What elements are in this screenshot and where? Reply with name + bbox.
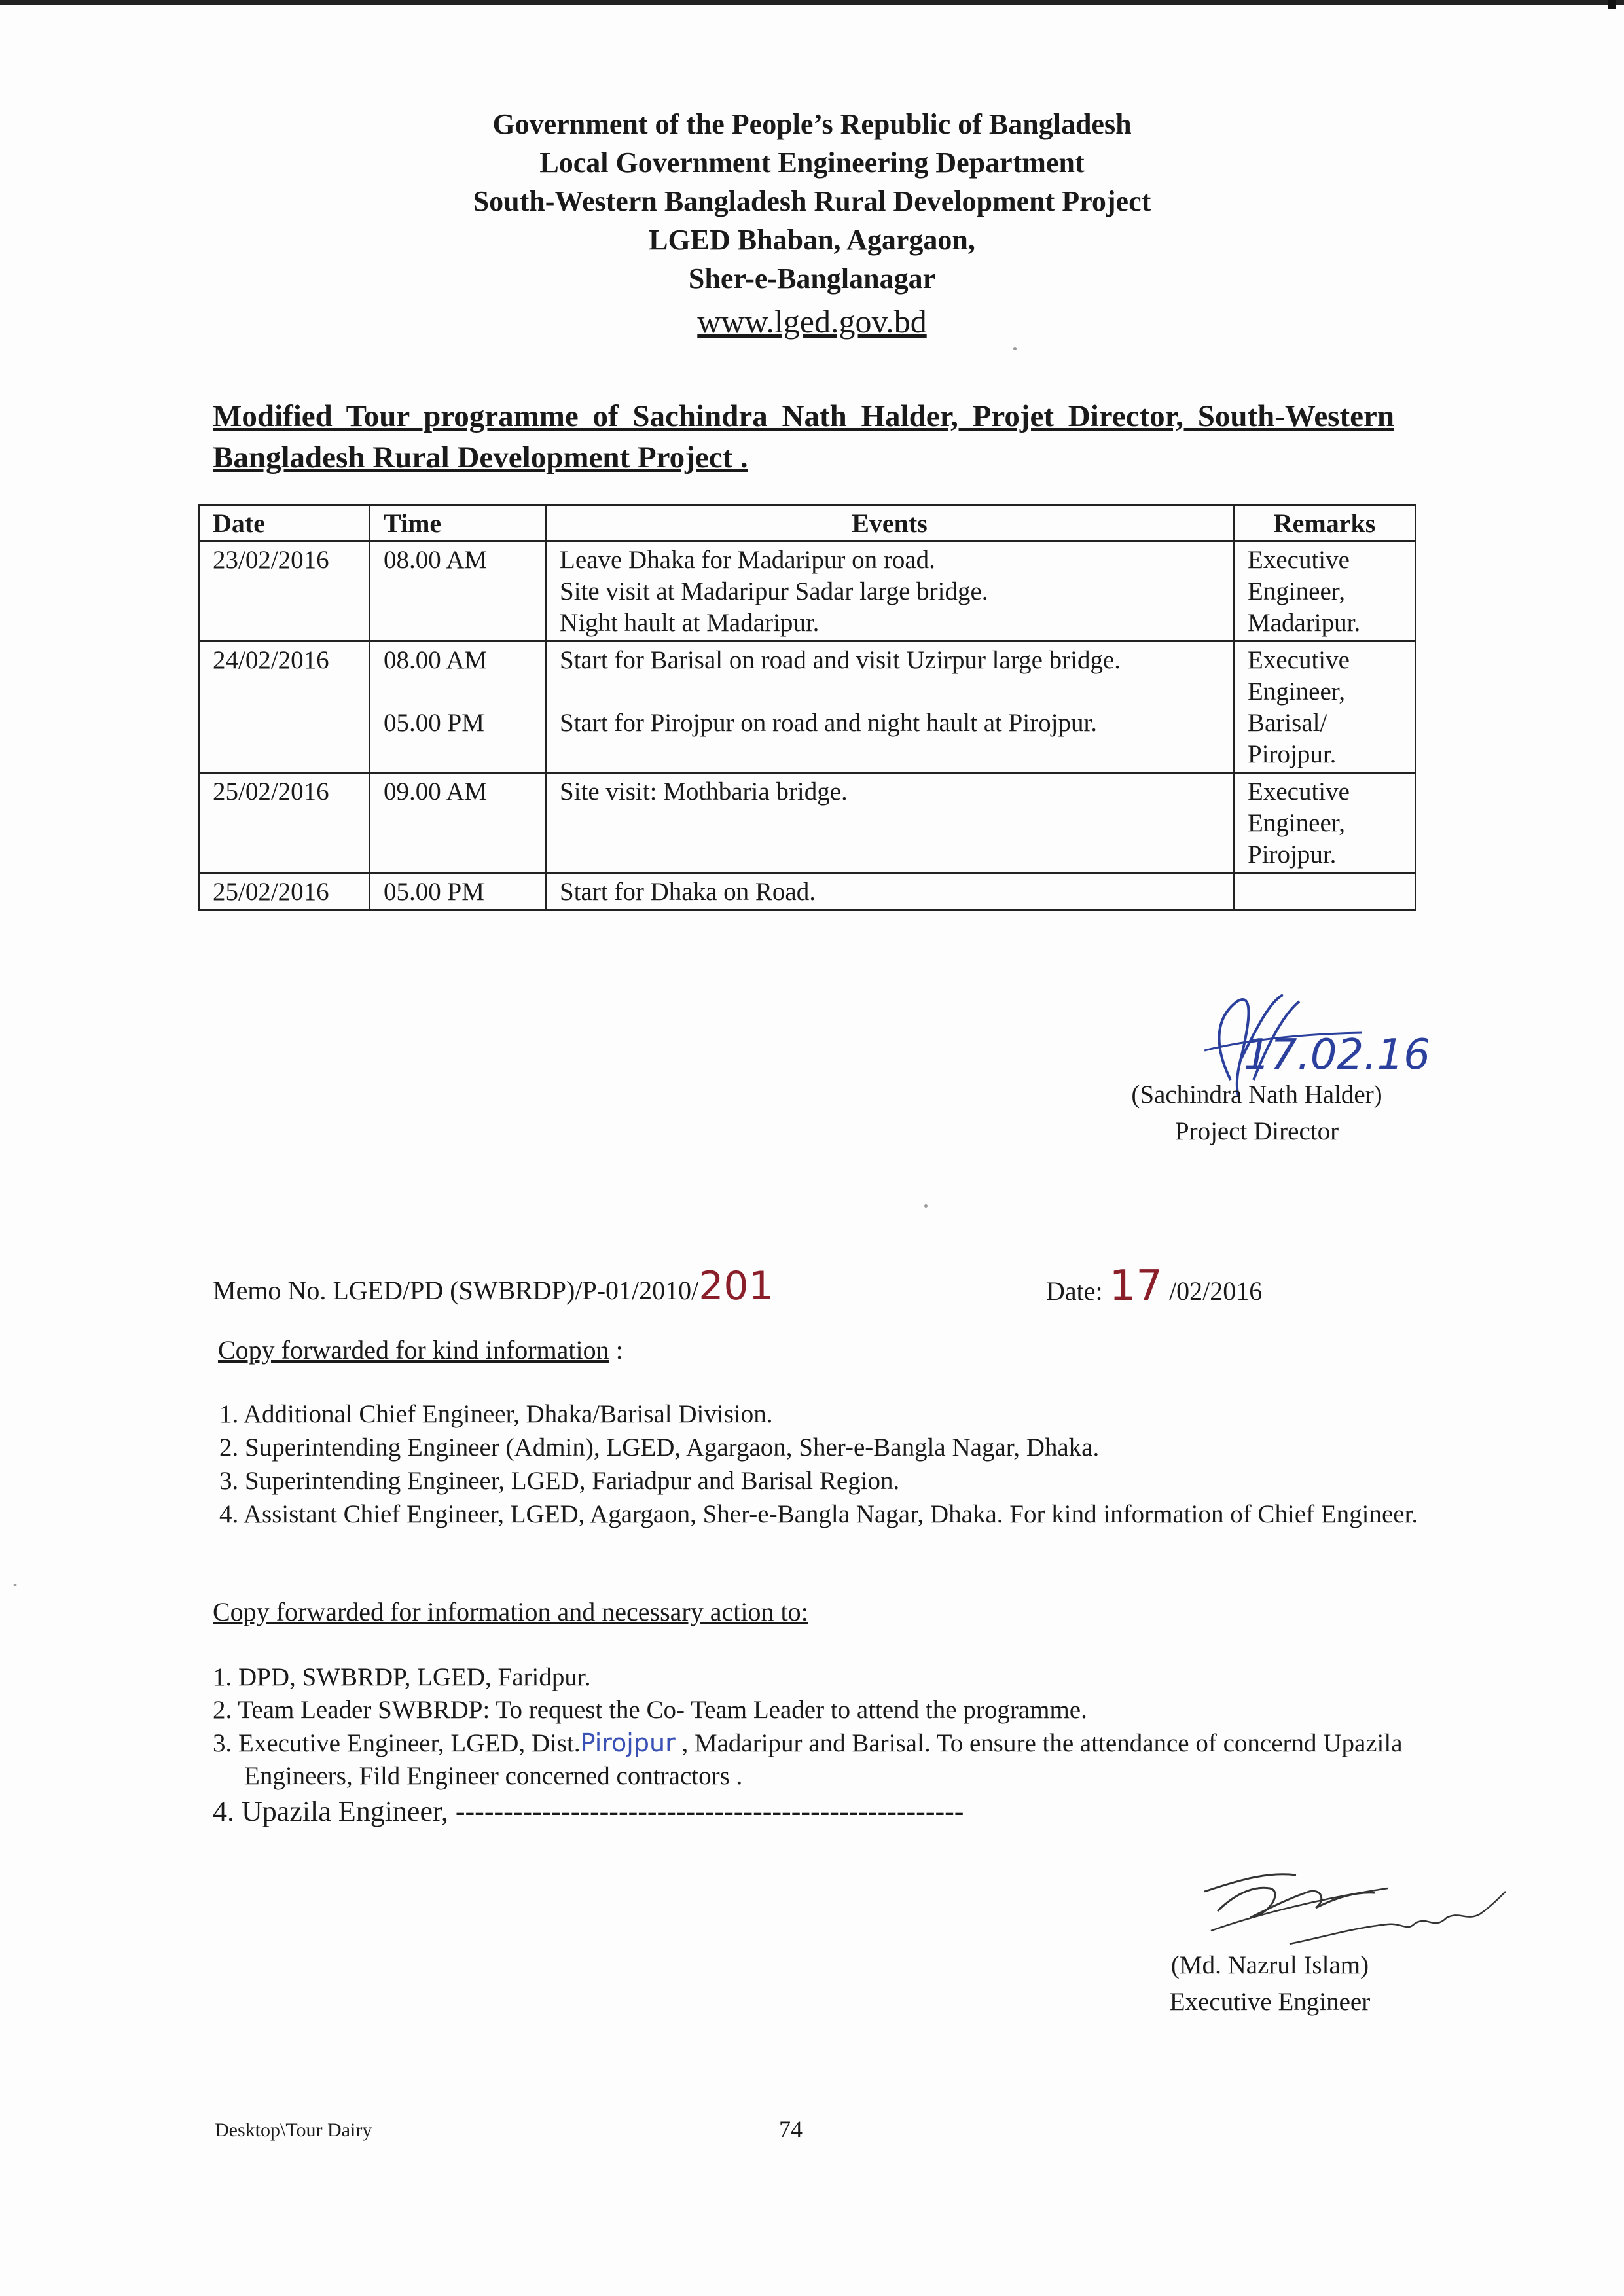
remark-line: Barisal/	[1248, 709, 1327, 737]
cell-time	[370, 541, 546, 641]
cell-date: 24/02/2016	[199, 641, 370, 773]
letterhead-line-4: LGED Bhaban, Agargaon,	[649, 224, 975, 256]
time-line: 08.00 AM	[384, 646, 488, 674]
scan-speck	[1013, 347, 1017, 350]
scan-speck	[924, 1204, 928, 1208]
table-row	[199, 641, 1416, 773]
list-item: 4. Assistant Chief Engineer, LGED, Agargaon, Sher-e-Bangla Nagar, Dhaka. For kind information of Chief Engineer.	[219, 1500, 1418, 1528]
signatory-1-designation: Project Director	[1174, 1117, 1339, 1145]
event-line: Site visit at Madaripur Sadar large bridge.	[560, 577, 988, 605]
copy-forwarded-heading-1	[218, 1332, 623, 1369]
cell-events	[546, 773, 1234, 873]
table-header-row	[199, 505, 1416, 541]
event-line: Site visit: Mothbaria bridge.	[560, 778, 848, 806]
list-item: 3. Superintending Engineer, LGED, Fariadpur and Barisal Region.	[219, 1467, 900, 1495]
signatory-1-name: (Sachindra Nath Halder)	[1131, 1081, 1382, 1109]
copy-heading-text: Copy forwarded for kind information	[218, 1335, 609, 1365]
event-line: Night hault at Madaripur.	[560, 609, 820, 637]
copy-list-1	[219, 1397, 1430, 1531]
header-events: Events	[546, 505, 1234, 541]
footer-file-path: Desktop\Tour Dairy	[215, 2119, 372, 2141]
header-time: Time	[370, 505, 546, 541]
list-item: 2. Team Leader SWBRDP: To request the Co- Team Leader to attend the programme.	[213, 1696, 1087, 1724]
event-line: Leave Dhaka for Madaripur on road.	[560, 546, 935, 574]
memo-date-suffix: /02/2016	[1163, 1276, 1263, 1306]
letterhead-line-1: Government of the People’s Republic of Bangladesh	[492, 108, 1132, 140]
remark-line: Engineer,	[1248, 809, 1345, 837]
list-item: 1. Additional Chief Engineer, Dhaka/Barisal Division.	[219, 1400, 773, 1428]
copy-forwarded-heading-2: Copy forwarded for information and necessary action to:	[213, 1597, 808, 1626]
event-line: Start for Dhaka on Road.	[560, 878, 816, 906]
signatory-2-designation: Executive Engineer	[1169, 1988, 1371, 2016]
cell-time	[370, 641, 546, 773]
signatory-1-block	[1060, 1077, 1453, 1150]
copy-list-2	[213, 1661, 1424, 1831]
website-link[interactable]: www.lged.gov.bd	[697, 303, 927, 340]
event-line: Start for Pirojpur on road and night hault at Pirojpur.	[560, 709, 1098, 737]
remark-line: Engineer,	[1248, 677, 1345, 706]
cell-remarks	[1234, 773, 1416, 873]
letterhead-line-5: Sher-e-Banglanagar	[688, 262, 936, 295]
handwritten-date-1: 17.02.16	[1244, 1031, 1430, 1079]
memo-label: Memo No. LGED/PD (SWBRDP)/P-01/2010/	[213, 1276, 699, 1305]
copy-heading-suffix: :	[609, 1335, 623, 1365]
time-line: 09.00 AM	[384, 778, 488, 806]
remark-line: Madaripur.	[1248, 609, 1361, 637]
cell-remarks	[1234, 641, 1416, 773]
page-number: 74	[779, 2116, 803, 2142]
time-line: 08.00 AM	[384, 546, 488, 574]
time-line: 05.00 PM	[384, 709, 484, 737]
item3-prefix: 3. Executive Engineer, LGED, Dist.	[213, 1729, 581, 1757]
signatory-2-name: (Md. Nazrul Islam)	[1170, 1951, 1369, 1979]
header-date: Date	[199, 505, 370, 541]
remark-line: Pirojpur.	[1248, 840, 1337, 869]
cell-events	[546, 541, 1234, 641]
cell-remarks-empty	[1234, 873, 1416, 910]
remark-line: Engineer,	[1248, 577, 1345, 605]
memo-date-label: Date:	[1046, 1276, 1110, 1306]
handwritten-district: Pirojpur	[580, 1729, 676, 1757]
cell-time	[370, 773, 546, 873]
remark-line: Pirojpur.	[1248, 740, 1337, 768]
memo-handwritten-day: 17	[1109, 1262, 1163, 1310]
remark-line: Executive	[1248, 778, 1350, 806]
remark-line: Executive	[1248, 646, 1350, 674]
cell-events	[546, 641, 1234, 773]
cell-date: 25/02/2016	[199, 773, 370, 873]
cell-events	[546, 873, 1234, 910]
scan-top-border	[0, 0, 1624, 5]
table-row	[199, 773, 1416, 873]
cell-date: 23/02/2016	[199, 541, 370, 641]
document-title: Modified Tour programme of Sachindra Nath Halder, Projet Director, South-Western Bangladesh Rural Development Project .	[213, 399, 1394, 475]
cell-time	[370, 873, 546, 910]
tour-schedule-table	[198, 504, 1416, 911]
letterhead-line-2: Local Government Engineering Department	[539, 147, 1085, 179]
header-remarks: Remarks	[1234, 505, 1416, 541]
letterhead-line-3: South-Western Bangladesh Rural Development Project	[473, 185, 1151, 217]
cell-remarks	[1234, 541, 1416, 641]
list-item: 2. Superintending Engineer (Admin), LGED, Agargaon, Sher-e-Bangla Nagar, Dhaka.	[219, 1433, 1100, 1462]
letterhead	[0, 105, 1624, 345]
signatory-2-block	[1074, 1947, 1466, 2020]
item3-suffix: , Madaripur and Barisal. To ensure the attendance of concernd Upazila Engineers, Fild Engineer concerned contractors .	[244, 1729, 1403, 1790]
scan-speck	[13, 1584, 17, 1586]
event-line: Start for Barisal on road and visit Uzirpur large bridge.	[560, 646, 1121, 674]
list-item	[213, 1727, 1424, 1793]
memo-handwritten-number: 201	[698, 1263, 774, 1309]
table-row	[199, 873, 1416, 910]
remark-line: Executive	[1248, 546, 1350, 574]
list-item: 4. Upazila Engineer, -----------------------------------------------------	[213, 1795, 964, 1827]
memo-date	[1046, 1262, 1263, 1311]
time-line: 05.00 PM	[384, 878, 484, 906]
table-row	[199, 541, 1416, 641]
memo-number	[213, 1263, 774, 1310]
list-item: 1. DPD, SWBRDP, LGED, Faridpur.	[213, 1663, 591, 1691]
cell-date: 25/02/2016	[199, 873, 370, 910]
scan-corner-mark	[1608, 0, 1616, 9]
